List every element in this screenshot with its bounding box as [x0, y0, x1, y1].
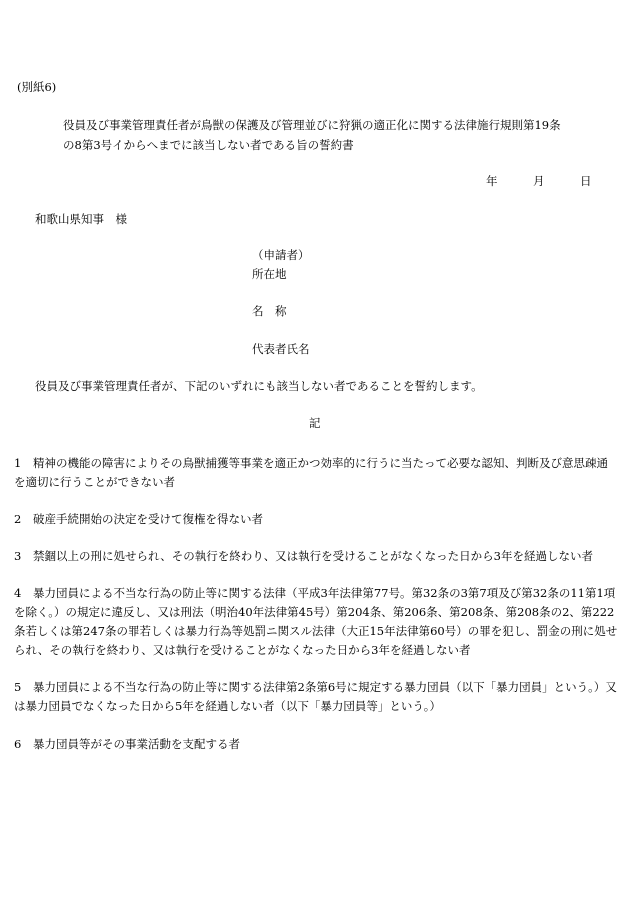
item-4 — [14, 584, 618, 660]
item-text: 破産手続開始の決定を受けて復権を得ない者 — [33, 512, 263, 526]
addressee: 和歌山県知事 様 — [35, 212, 127, 226]
title-line-2: の8第3号イからへまでに該当しない者である旨の誓約書 — [63, 138, 354, 152]
item-number: 4 — [14, 586, 22, 600]
item-2 — [14, 510, 618, 529]
field-representative: 代表者氏名 — [252, 342, 310, 356]
date-day: 日 — [580, 174, 592, 188]
item-text: 暴力団員等がその事業活動を支配する者 — [33, 737, 240, 751]
date-month: 月 — [533, 174, 545, 188]
item-number: 6 — [14, 737, 22, 751]
title-line-1: 役員及び事業管理責任者が鳥獣の保護及び管理並びに狩猟の適正化に関する法律施行規則第19条 — [63, 118, 561, 132]
item-number: 3 — [14, 549, 22, 563]
pledge-statement: 役員及び事業管理責任者が、下記のいずれにも該当しない者であることを誓約します。 — [35, 379, 483, 393]
field-address: 所在地 — [252, 267, 287, 281]
item-text: 暴力団員による不当な行為の防止等に関する法律第2条第6号に規定する暴力団員（以下「暴力団員」という。）又は暴力団員でなくなった日から5年を経過しない者（以下「暴力団員等」という。） — [14, 680, 617, 713]
applicant-label: （申請者） — [252, 248, 310, 262]
item-5 — [14, 678, 618, 716]
item-number: 1 — [14, 456, 22, 470]
field-name: 名 称 — [252, 304, 287, 318]
item-text: 禁錮以上の刑に処せられ、その執行を終わり、又は執行を受けることがなくなった日から3年を経過しない者 — [33, 549, 594, 563]
annex-label: (別紙6) — [17, 80, 57, 94]
item-text: 精神の機能の障害によりその鳥獣捕獲等事業を適正かつ効率的に行うに当たって必要な認知、判断及び意思疎通を適切に行うことができない者 — [14, 456, 608, 489]
item-6 — [14, 735, 618, 754]
date-year: 年 — [486, 174, 498, 188]
ki-heading: 記 — [309, 416, 321, 430]
item-text: 暴力団員による不当な行為の防止等に関する法律（平成3年法律第77号。第32条の3第7項及び第32条の11第1項を除く。）の規定に違反し、又は刑法（明治40年法律第45号）第204条、第206条、第208条、第208条の2、第222条若しくは第247条の罪若しくは暴力行為等処罰ニ関スル法律（大正15年法律第60号）の罪を犯し、罰金の刑に処せられ、その執行を終わり、又は執行を受けることがなくなった日から3年を経過しない者 — [14, 586, 618, 657]
item-1 — [14, 454, 618, 492]
item-number: 5 — [14, 680, 22, 694]
item-3 — [14, 547, 618, 566]
item-number: 2 — [14, 512, 22, 526]
